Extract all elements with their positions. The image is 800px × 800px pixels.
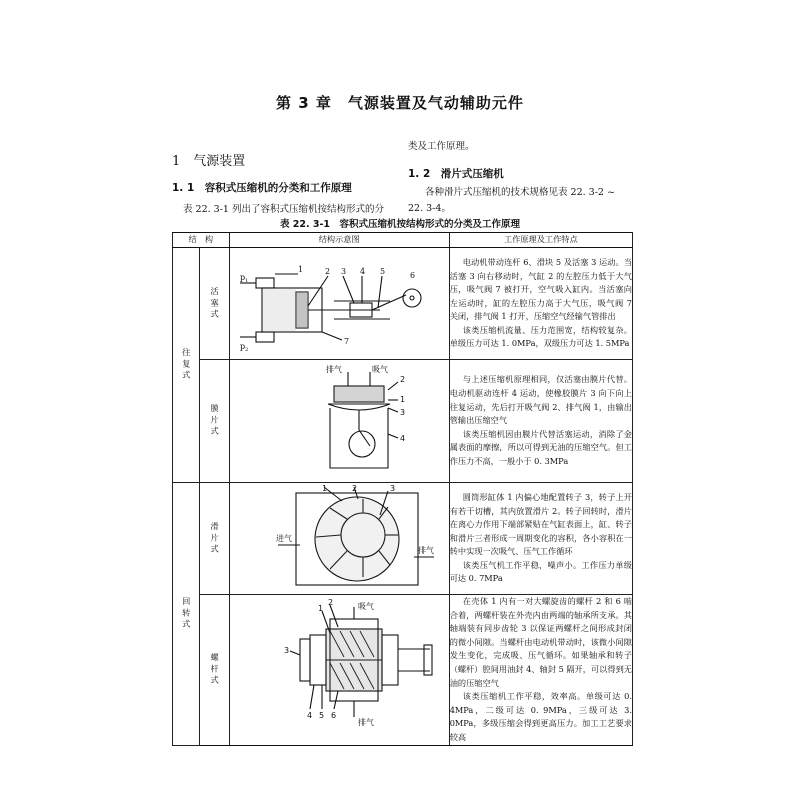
type-cell-screw xyxy=(199,595,229,746)
label-1: 1 xyxy=(321,484,327,493)
header-structure: 结 构 xyxy=(173,233,230,248)
paragraph-continuation: 类及工作原理。 xyxy=(408,141,475,152)
type-cell-diaphragm xyxy=(199,360,229,483)
principle-diaphragm-p1: 与上述压缩机原理相同，仅活塞由膜片代替。电动机驱动连杆 4 运动，使橡胶膜片 3 向下向上往复运动，先后打开吸气阀 2、排气阀 1，由输出管输出压缩空气 xyxy=(449,374,632,426)
principle-screw-p1: 在壳体 1 内有一对大螺旋齿的螺杆 2 和 6 啮合着，两螺杆装在外壳内由两端的轴承所支承。其轴端装有同步齿轮 3 以保证两螺杆之间形成封闭的微小间隙。当螺杆由电动机带动时，该微小间隙发生变化，完成吸、压气循环。如果轴承和转子（螺杆）腔间用油封 4、轴封 5 隔开，可以得到无油的压缩空气 xyxy=(449,596,632,688)
diagram-cell-vane xyxy=(229,483,449,595)
paragraph-right-line2: 22. 3-4。 xyxy=(408,203,451,214)
label-intake: 吸气 xyxy=(357,602,374,612)
label-2: 2 xyxy=(351,484,357,493)
label-6: 6 xyxy=(330,711,336,721)
section-heading: 1 气源装置 xyxy=(172,154,246,169)
label-3: 3 xyxy=(340,267,346,276)
label-2: 2 xyxy=(399,375,405,384)
label-4: 4 xyxy=(359,267,365,276)
group-cell-rotary xyxy=(173,483,200,746)
type-label-vane: 滑片式 xyxy=(210,521,221,556)
header-principle: 工作原理及工作特点 xyxy=(449,233,632,248)
principle-cell-diaphragm xyxy=(449,360,632,483)
table-header-row xyxy=(173,233,633,248)
label-1: 1 xyxy=(399,395,405,404)
diagram-cell-diaphragm xyxy=(229,360,449,483)
group-label-reciprocating: 往复式 xyxy=(181,348,192,382)
paragraph-right-line1: 各种滑片式压缩机的技术规格见表 22. 3-2 ~ xyxy=(425,187,615,198)
principle-vane-p2: 该类压气机工作平稳，噪声小。工作压力单级可达 0. 7MPa xyxy=(449,559,632,584)
table-row xyxy=(173,595,633,746)
type-label-diaphragm: 膜片式 xyxy=(210,404,221,438)
principle-cell-vane xyxy=(449,483,632,595)
table-row xyxy=(173,248,633,360)
principle-cell-piston xyxy=(449,248,632,360)
subsection-heading-1-1: 1. 1 容积式压缩机的分类和工作原理 xyxy=(172,182,352,194)
group-label-rotary: 回转式 xyxy=(181,596,192,631)
label-4: 4 xyxy=(306,711,312,721)
screw-compressor-diagram xyxy=(230,599,449,740)
type-label-screw: 螺杆式 xyxy=(210,652,221,687)
label-intake: 吸气 xyxy=(371,365,388,374)
principle-piston-p1: 电动机带动连杆 6、滑块 5 及活塞 3 运动。当活塞 3 向右移动时，气缸 2 的左腔压力低于大气压，吸气阀 7 被打开，空气吸入缸内。当活塞向左运动时，缸的左腔压力高于大气压，吸气阀 7 关闭，排气阀 1 打开，压缩空气经输气管排出 xyxy=(449,256,632,322)
label-2: 2 xyxy=(324,267,330,276)
paragraph-left: 表 22. 3-1 列出了容积式压缩机按结构形式的分 xyxy=(183,204,384,215)
label-p2: $p_2$ xyxy=(239,342,248,353)
group-cell-reciprocating xyxy=(173,248,200,483)
compressor-table xyxy=(172,232,633,746)
diagram-cell-screw xyxy=(229,595,449,746)
label-5: 5 xyxy=(318,711,324,721)
label-2: 2 xyxy=(327,599,333,608)
diagram-cell-piston xyxy=(229,248,449,360)
label-exhaust: 排气 xyxy=(325,365,342,374)
type-cell-piston xyxy=(199,248,229,360)
label-intake: 进气 xyxy=(275,534,292,543)
table-row xyxy=(173,483,633,595)
label-p1: $p_1$ xyxy=(239,273,248,284)
label-4: 4 xyxy=(399,434,405,443)
type-label-piston: 活塞式 xyxy=(210,286,221,321)
label-1: 1 xyxy=(317,604,323,614)
table-caption: 表 22. 3-1 容积式压缩机按结构形式的分类及工作原理 xyxy=(279,219,521,230)
subsection-heading-1-2: 1. 2 滑片式压缩机 xyxy=(408,168,504,180)
principle-diaphragm-p2: 该类压缩机因由膜片代替活塞运动，消除了金属表面的摩擦，所以可得到无油的压缩空气。但工作压力不高，一般小于 0. 3MPa xyxy=(449,428,632,466)
label-6: 6 xyxy=(409,271,415,280)
type-cell-vane xyxy=(199,483,229,595)
label-3: 3 xyxy=(283,646,289,656)
diaphragm-compressor-diagram xyxy=(230,360,449,482)
label-exhaust: 排气 xyxy=(357,718,374,728)
piston-compressor-diagram xyxy=(230,248,449,359)
label-7: 7 xyxy=(343,337,349,346)
label-3: 3 xyxy=(399,408,405,417)
label-exhaust: 排气 xyxy=(417,546,434,555)
principle-cell-screw xyxy=(449,595,632,746)
label-5: 5 xyxy=(379,267,385,276)
table-row xyxy=(173,360,633,483)
label-3: 3 xyxy=(389,484,395,493)
chapter-title: 第 3 章 气源装置及气动辅助元件 xyxy=(276,94,524,112)
label-1: 1 xyxy=(297,265,303,274)
principle-vane-p1: 圆筒形缸体 1 内偏心地配置转子 3，转子上开有若干切槽，其内放置滑片 2。转子回转时，滑片在离心力作用下端部紧贴在气缸表面上，缸、转子和滑片三者形成一周期变化的容积，各小容积在一转中实现一次吸气、压气工作循环 xyxy=(449,491,632,557)
principle-piston-p2: 该类压缩机流量、压力范围宽，结构较复杂。单级压力可达 1. 0MPa，双级压力可达 1. 5MPa xyxy=(449,324,632,349)
vane-compressor-diagram xyxy=(230,483,449,594)
principle-screw-p2: 该类压缩机工作平稳，效率高。单级可达 0. 4MPa，二级可达 0. 9MPa，三级可达 3. 0MPa，多级压缩会得到更高压力。加工工艺要求较高 xyxy=(449,691,632,742)
header-diagram: 结构示意图 xyxy=(229,233,449,248)
